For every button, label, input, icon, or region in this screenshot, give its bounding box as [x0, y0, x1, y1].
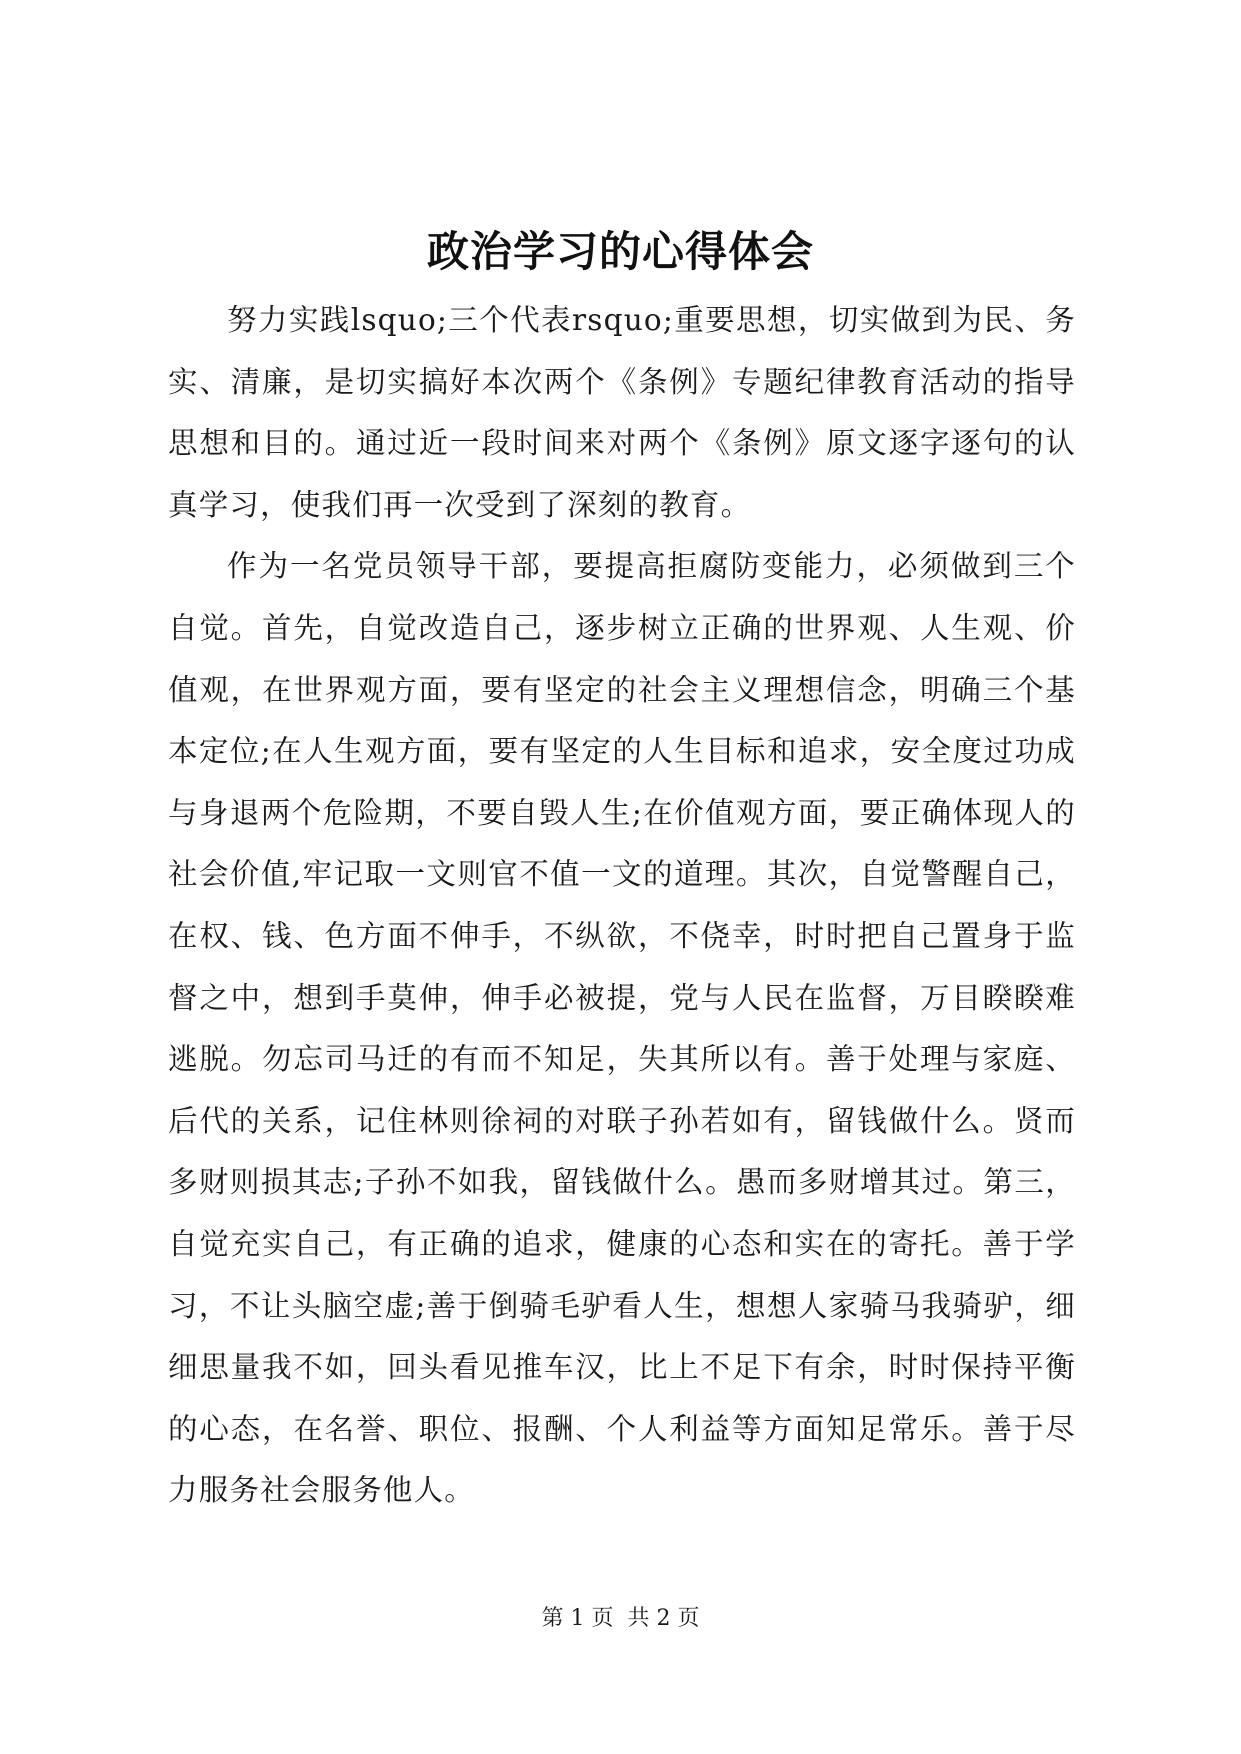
- paragraph-2: 作为一名党员领导干部，要提高拒腐防变能力，必须做到三个自觉。首先，自觉改造自己，逐步树立正确的世界观、人生观、价值观，在世界观方面，要有坚定的社会主义理想信念，明确三个基本定位;在人生观方面，要有坚定的人生目标和追求，安全度过功成与身退两个危险期，不要自毁人生;在价值观方面，要正确体现人的社会价值,牢记取一文则官不值一文的道理。其次，自觉警醒自己，在权、钱、色方面不伸手，不纵欲，不侥幸，时时把自己置身于监督之中，想到手莫伸，伸手必被提，党与人民在监督，万目睽睽难逃脱。勿忘司马迁的有而不知足，失其所以有。善于处理与家庭、后代的关系，记住林则徐祠的对联子孙若如有，留钱做什么。贤而多财则损其志;子孙不如我，留钱做什么。愚而多财增其过。第三，自觉充实自己，有正确的追求，健康的心态和实在的寄托。善于学习，不让头脑空虚;善于倒骑毛驴看人生，想想人家骑马我骑驴，细细思量我不如，回头看见推车汉，比上不足下有余，时时保持平衡的心态，在名誉、职位、报酬、个人利益等方面知足常乐。善于尽力服务社会服务他人。: [168, 549, 1076, 1508]
- page-number-label: 第 1 页 共 2 页: [541, 1606, 700, 1631]
- document-title: 政治学习的心得体会: [426, 227, 814, 276]
- paragraph-1: 努力实践lsquo;三个代表rsquo;重要思想，切实做到为民、务实、清廉，是切实搞好本次两个《条例》专题纪律教育活动的指导思想和目的。通过近一段时间来对两个《条例》原文逐字逐句的认真学习，使我们再一次受到了深刻的教育。: [168, 303, 1076, 522]
- document-body: [168, 290, 1076, 1522]
- page-footer: [0, 1604, 1241, 1634]
